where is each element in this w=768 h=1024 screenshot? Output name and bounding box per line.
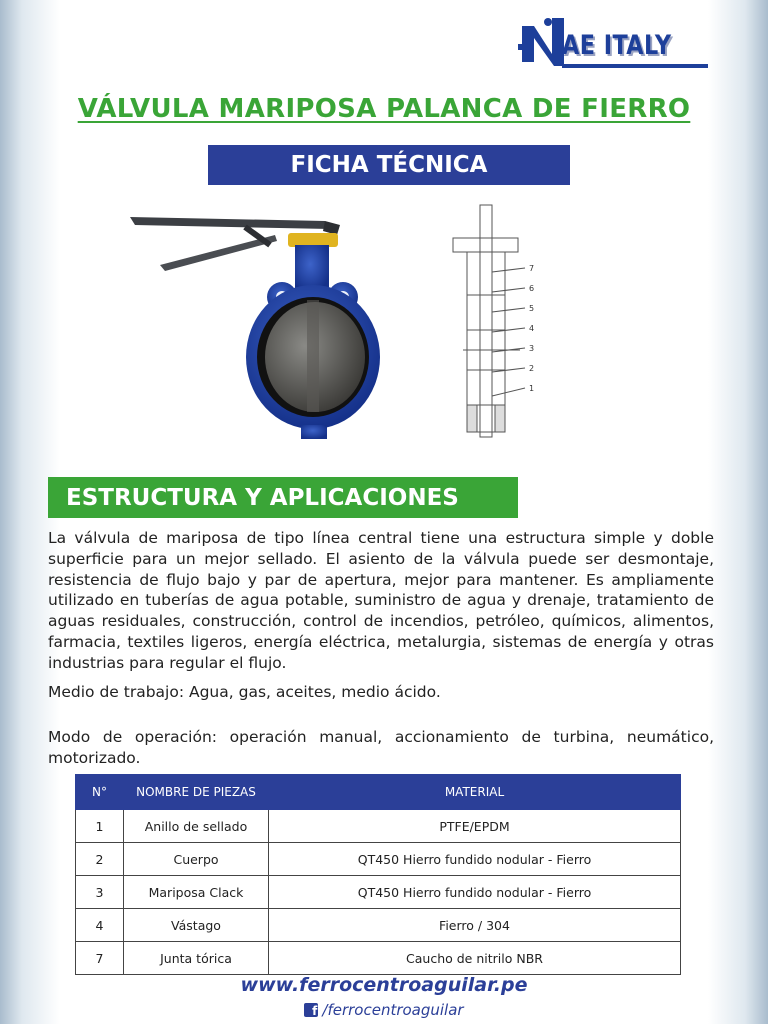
cell-material: Fierro / 304	[269, 909, 681, 942]
table-row	[76, 876, 681, 909]
cell-material: PTFE/EPDM	[269, 810, 681, 843]
diagram-label: 1	[529, 384, 535, 393]
cell-material: QT450 Hierro fundido nodular - Fierro	[269, 876, 681, 909]
table-header-row	[76, 775, 681, 810]
website-link[interactable]: www.ferrocentroaguilar.pe	[240, 974, 528, 996]
page-title: VÁLVULA MARIPOSA PALANCA DE FIERRO	[77, 94, 691, 124]
header-material: MATERIAL	[269, 775, 681, 810]
logo-mark-icon	[518, 14, 568, 70]
valve-cross-section-diagram	[445, 200, 555, 440]
table-row	[76, 810, 681, 843]
cell-name: Anillo de sellado	[124, 810, 269, 843]
cell-name: Mariposa Clack	[124, 876, 269, 909]
cell-material: QT450 Hierro fundido nodular - Fierro	[269, 843, 681, 876]
cell-name: Junta tórica	[124, 942, 269, 975]
ficha-tecnica-banner: FICHA TÉCNICA	[208, 145, 570, 185]
diagram-label: 6	[529, 284, 535, 293]
table-row	[76, 942, 681, 975]
diagram-label: 3	[529, 344, 535, 353]
header-name: NOMBRE DE PIEZAS	[124, 775, 269, 810]
cell-num: 4	[76, 909, 124, 942]
cell-name: Vástago	[124, 909, 269, 942]
diagram-label: 2	[529, 364, 535, 373]
table-row	[76, 843, 681, 876]
logo-underline	[562, 64, 708, 68]
cell-num: 7	[76, 942, 124, 975]
cell-num: 1	[76, 810, 124, 843]
cell-num: 2	[76, 843, 124, 876]
cell-name: Cuerpo	[124, 843, 269, 876]
cell-material: Caucho de nitrilo NBR	[269, 942, 681, 975]
facebook-handle: /ferrocentroaguilar	[322, 1001, 464, 1019]
section-banner: ESTRUCTURA Y APLICACIONES	[48, 477, 518, 518]
table-row	[76, 909, 681, 942]
brand-logo	[518, 14, 714, 74]
logo-text: AE ITALY	[562, 30, 672, 61]
medio-paragraph: Medio de trabajo: Agua, gas, aceites, medio ácido.	[48, 683, 441, 701]
diagram-label: 7	[529, 264, 535, 273]
cell-num: 3	[76, 876, 124, 909]
diagram-label: 5	[529, 304, 535, 313]
facebook-icon: f	[304, 1003, 318, 1017]
header-num: N°	[76, 775, 124, 810]
modo-paragraph: Modo de operación: operación manual, accionamiento de turbina, neumático, motorizado.	[48, 728, 714, 767]
parts-table	[75, 774, 681, 975]
facebook-link[interactable]	[0, 1001, 768, 1019]
diagram-label: 4	[529, 324, 535, 333]
description-paragraph: La válvula de mariposa de tipo línea central tiene una estructura simple y doble superficie para un mejor sellado. El asiento de la válvula puede ser desmontaje, resistencia de flujo bajo y par de apertura, mejor para mantener. Es ampliamente utilizado en tuberías de agua potable, suministro de agua y drenaje, tratamiento de aguas residuales, construcción, control de incendios, petróleo, químicos, alimentos, farmacia, textiles ligeros, energía eléctrica, metalurgia, sistemas de energía y otras industrias para regular el flujo.	[48, 529, 714, 672]
valve-photo	[125, 205, 395, 450]
